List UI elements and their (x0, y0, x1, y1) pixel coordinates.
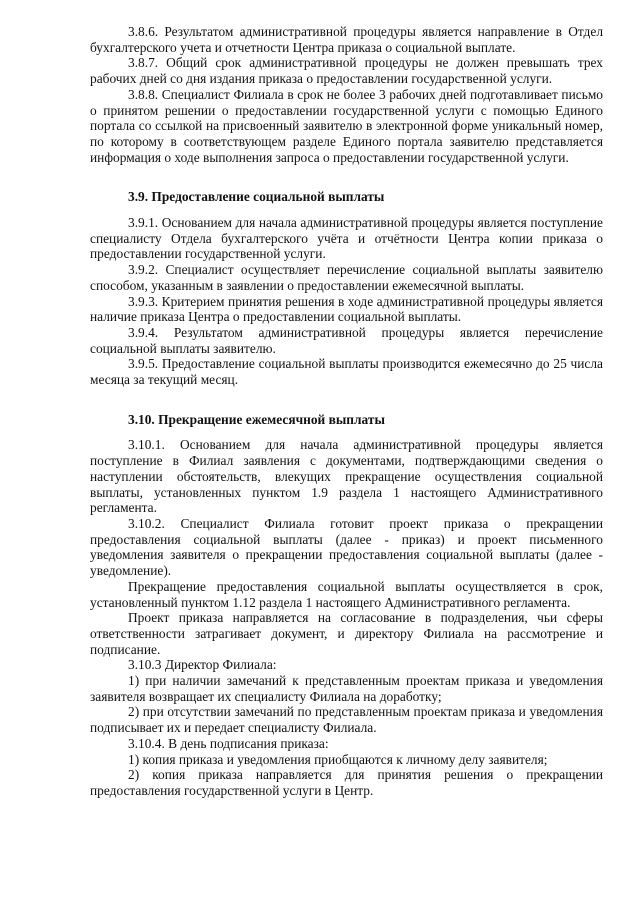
paragraph-3-8-8: 3.8.8. Специалист Филиала в срок не более 3 рабочих дней подготавливает письмо о принятом решении о предоставлении государственной услуги с помощью Единого портала со ссылкой на присвоенный заявителю в электронной форме уникальный номер, по которому в соответствующем разделе Единого портала заявителю представляется информация о ходе выполнения запроса о предоставлении государственной услуги. (90, 86, 603, 165)
paragraph-3-9-5: 3.9.5. Предоставление социальной выплаты производится ежемесячно до 25 числа месяца за текущий месяц. (90, 356, 603, 388)
paragraph-3-9-1: 3.9.1. Основанием для начала административной процедуры является поступление специалисту Отдела бухгалтерского учёта и отчётности Центра копии приказа о предоставлении государственной услуги. (90, 215, 603, 262)
spacer (90, 427, 603, 437)
paragraph-3-8-6: 3.8.6. Результатом административной процедуры является направление в Отдел бухгалтерского учета и отчетности Центра приказа о социальной выплате. (90, 24, 603, 55)
document-page (90, 24, 603, 799)
paragraph-3-9-2: 3.9.2. Специалист осуществляет перечисление социальной выплаты заявителю способом, указанным в заявлении о предоставлении ежемесячной выплаты. (90, 262, 603, 293)
spacer (90, 205, 603, 215)
paragraph-3-10-4: 3.10.4. В день подписания приказа: (128, 735, 329, 751)
paragraph-3-10-3: 3.10.3 Директор Филиала: (128, 657, 277, 673)
list-item-3-10-4-2: 2) копия приказа направляется для принятия решения о прекращении предоставления государственной услуги в Центр. (90, 767, 603, 798)
paragraph-3-8-7: 3.8.7. Общий срок административной процедуры не должен превышать трех рабочих дней со дня издания приказа о предоставлении государственной услуги. (90, 55, 603, 87)
spacer (90, 388, 603, 412)
paragraph-3-9-4: 3.9.4. Результатом административной процедуры является перечисление социальной выплаты заявителю. (90, 324, 603, 356)
paragraph-3-9-3: 3.9.3. Критерием принятия решения в ходе административной процедуры является наличие приказа Центра о предоставлении социальной выплаты. (90, 293, 603, 325)
list-item-3-10-3-2: 2) при отсутствии замечаний по представленным проектам приказа и уведомления подписывает их и передает специалисту Филиала. (90, 704, 603, 736)
list-item-3-10-4-1: 1) копия приказа и уведомления приобщаются к личному делу заявителя; (128, 751, 548, 767)
list-item-3-10-3-1: 1) при наличии замечаний к представленным проектам приказа и уведомления заявителя возвращает их специалисту Филиала на доработку; (90, 673, 603, 704)
section-heading-3-10: 3.10. Прекращение ежемесячной выплаты (128, 411, 385, 427)
paragraph-3-10-1: 3.10.1. Основанием для начала административной процедуры является поступление в Филиал заявления с документами, подтверждающими сведения о наступлении обстоятельств, влекущих прекращение осуществления социальной выплаты, установленных пунктом 1.9 раздела 1 настоящего Административного регламента. (90, 437, 603, 516)
spacer (90, 165, 603, 189)
section-heading-3-9: 3.9. Предоставление социальной выплаты (128, 189, 385, 205)
paragraph-3-10-2: 3.10.2. Специалист Филиала готовит проект приказа о прекращении предоставления социальной выплаты (далее - приказ) и проект письменного уведомления заявителя о прекращении предоставления социальной выплаты (далее - уведомление). (90, 515, 603, 579)
paragraph-termination-term: Прекращение предоставления социальной выплаты осуществляется в срок, установленный пунктом 1.12 раздела 1 настоящего Административного регламента. (90, 578, 603, 610)
paragraph-draft-order: Проект приказа направляется на согласование в подразделения, чьи сферы ответственности затрагивает документ, и директору Филиала на рассмотрение и подписание. (90, 610, 603, 657)
